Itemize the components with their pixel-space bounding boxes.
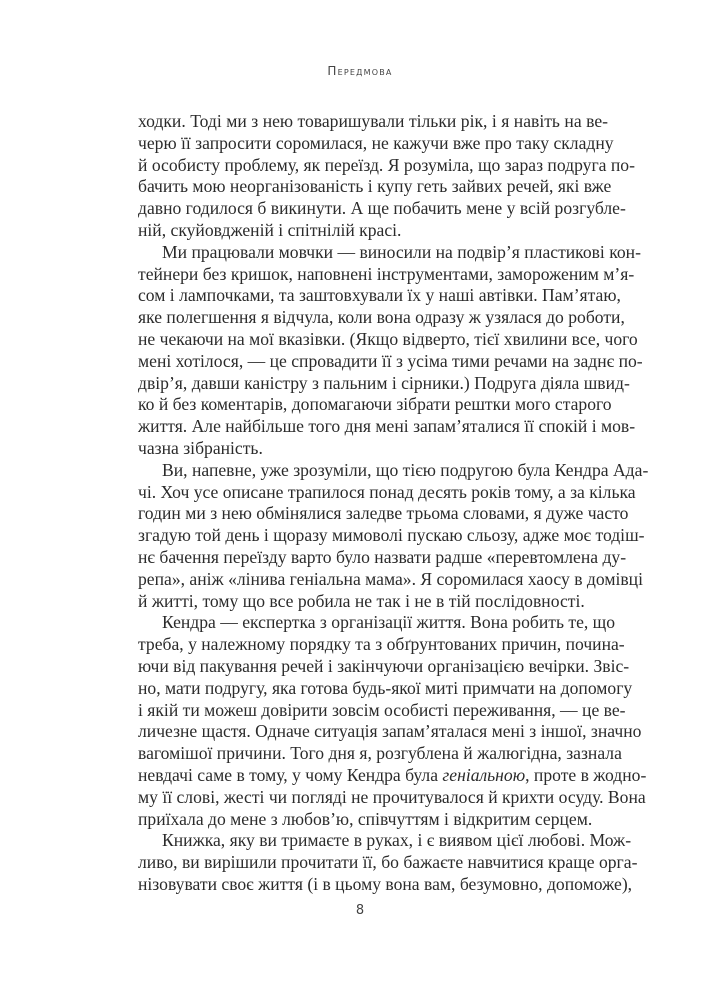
text-line: ходки. Тоді ми з нею товаришували тільки рік, і я навіть на ве-: [138, 111, 608, 131]
text-line: Кендра — експертка з організації життя. Вона робить те, що: [162, 612, 616, 633]
text-line: не чекаючи на мої вказівки. (Якщо відверто, тієї хвилини все, чого: [138, 328, 638, 349]
text-line: й особисту проблему, як переїзд. Я розуміла, що зараз подруга по-: [138, 154, 635, 175]
text-line: двір’я, давши каністру з пальним і сірники.) Подруга діяла швид-: [138, 372, 630, 393]
text-line: нізовувати своє життя (і в цьому вона вам, безумовно, допоможе),: [138, 873, 633, 894]
text-line: Ви, напевне, уже зрозуміли, що тією подругою була Кендра Ада-: [162, 459, 649, 480]
text-line: чазна зібраність.: [138, 437, 263, 458]
text-line: личезне щастя. Одначе ситуація запам’яталася мені з іншої, значно: [138, 721, 642, 742]
text-line: му її слові, жесті чи погляді не прочитувалося й крихти осуду. Вона: [138, 786, 646, 807]
text-line: ко й без коментарів, допомагаючи зібрати рештки мого старого: [138, 394, 612, 415]
text-line: но, мати подругу, яка готова будь-якої миті примчати на допомогу: [138, 677, 633, 698]
text-line: [138, 764, 647, 787]
running-head: Передмова: [327, 64, 393, 78]
text-line: ній, скуйовдженій і спітнілій красі.: [138, 219, 402, 240]
text-line: нє бачення переїзду варто було назвати радше «перевтомлена ду-: [138, 546, 627, 567]
text-line: треба, у належному порядку та з обґрунтованих причин, почина-: [138, 634, 625, 655]
text-line: чі. Хоч усе описане трапилося понад десять років тому, а за кілька: [138, 481, 636, 502]
text-segment: , проте в жодно-: [525, 764, 647, 785]
text-line: черю її запросити соромилася, не кажучи вже про таку складну: [138, 132, 614, 153]
text-line: бачить мою неорганізованість і купу геть зайвих речей, які вже: [138, 176, 612, 197]
text-line: Ми працювали мовчки — виносили на подвір’я пластикові кон-: [162, 241, 641, 262]
page-number: 8: [355, 903, 365, 918]
text-segment: невдачі саме в тому, у чому Кендра була: [138, 764, 443, 785]
text-line: мені хотілося, — це спровадити її з усіма тими речами на заднє по-: [138, 350, 643, 371]
text-line: годин ми з нею обмінялися заледве трьома словами, я дуже часто: [138, 503, 629, 524]
text-line: вагомішої причини. Того дня я, розгублена й жалюгідна, зазнала: [138, 743, 622, 764]
text-line: тейнери без кришок, наповнені інструментами, замороженим м’я-: [138, 263, 635, 284]
text-line: згадую той день і щоразу мимоволі пускаю сльозу, адже моє тодіш-: [138, 525, 645, 546]
text-line: ливо, ви вирішили прочитати її, бо бажаєте навчитися краще орга-: [138, 852, 638, 873]
text-line: репа», аніж «лінива геніальна мама». Я соромилася хаосу в домівці: [138, 568, 643, 589]
text-line: ючи від пакування речей і закінчуючи організацією вечірки. Звіс-: [138, 655, 630, 676]
text-line: давно годилося б викинути. А ще побачить мене у всій розгубле-: [138, 198, 626, 219]
body-text: [138, 111, 649, 896]
text-line: приїхала до мене з любов’ю, співчуттям і відкритим серцем.: [138, 808, 593, 829]
text-line: сом і лампочками, та заштовхували їх у наші автівки. Пам’ятаю,: [138, 285, 621, 306]
text-line: яке полегшення я відчула, коли вона одразу ж узялася до роботи,: [138, 307, 625, 328]
emphasized-word: геніальною: [442, 764, 526, 785]
text-line: Книжка, яку ви тримаєте в руках, і є виявом цієї любові. Мож-: [162, 830, 632, 851]
text-line: і якій ти можеш довірити зовсім особисті переживання, — це ве-: [138, 699, 626, 720]
text-line: й житті, тому що все робила не так і не в тій послідовності.: [138, 590, 585, 611]
text-line: життя. Але найбільше того дня мені запам’яталися її спокій і мов-: [138, 416, 636, 437]
